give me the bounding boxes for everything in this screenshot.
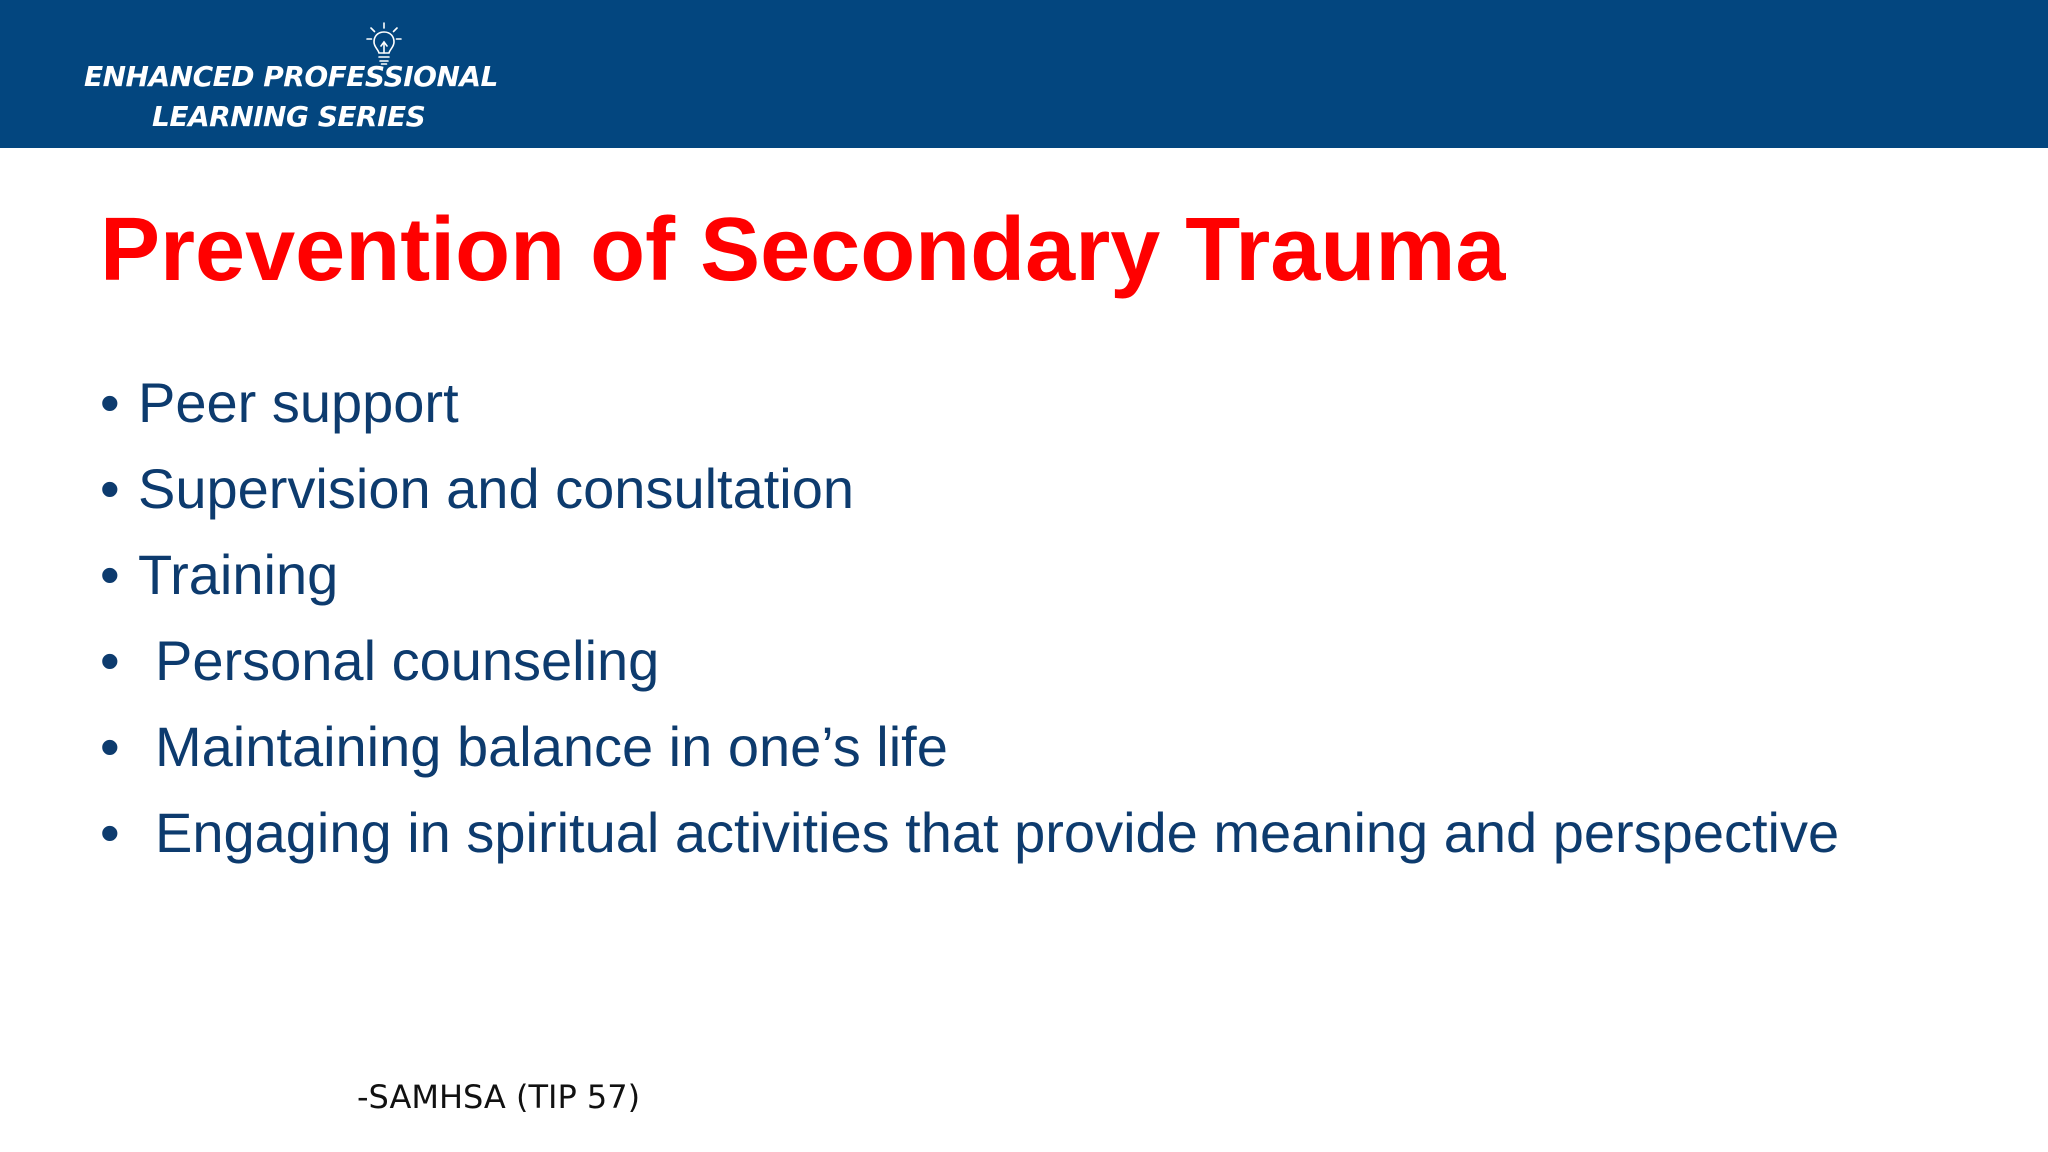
bullet-item <box>100 628 1839 714</box>
bullet-item <box>100 370 1839 456</box>
bullet-item <box>100 456 1839 542</box>
slide-title: Prevention of Secondary Trauma <box>100 200 1506 300</box>
bullet-dot: • <box>100 371 120 434</box>
bullet-text: Peer support <box>138 371 459 434</box>
bullet-text: Personal counseling <box>155 629 660 692</box>
bullet-dot: • <box>100 457 120 520</box>
bullet-text: Maintaining balance in one’s life <box>155 715 948 778</box>
bullet-dot: • <box>100 715 120 778</box>
logo-text-line1: ENHANCED PROFESSIONAL <box>84 60 498 93</box>
bullet-dot: • <box>100 801 120 864</box>
bullet-text: Training <box>138 543 339 606</box>
bullet-item <box>100 714 1839 800</box>
bullet-dot: • <box>100 629 120 692</box>
bullet-text: Engaging in spiritual activities that provide meaning and perspective <box>155 801 1840 864</box>
bullet-dot: • <box>100 543 120 606</box>
header-bar <box>0 0 2048 148</box>
citation: -SAMHSA (TIP 57) <box>357 1078 641 1116</box>
logo-text-line2: LEARNING SERIES <box>152 100 426 133</box>
bullet-item <box>100 800 1839 886</box>
bullet-text: Supervision and consultation <box>138 457 855 520</box>
bullet-item <box>100 542 1839 628</box>
bullet-list <box>100 370 1839 886</box>
